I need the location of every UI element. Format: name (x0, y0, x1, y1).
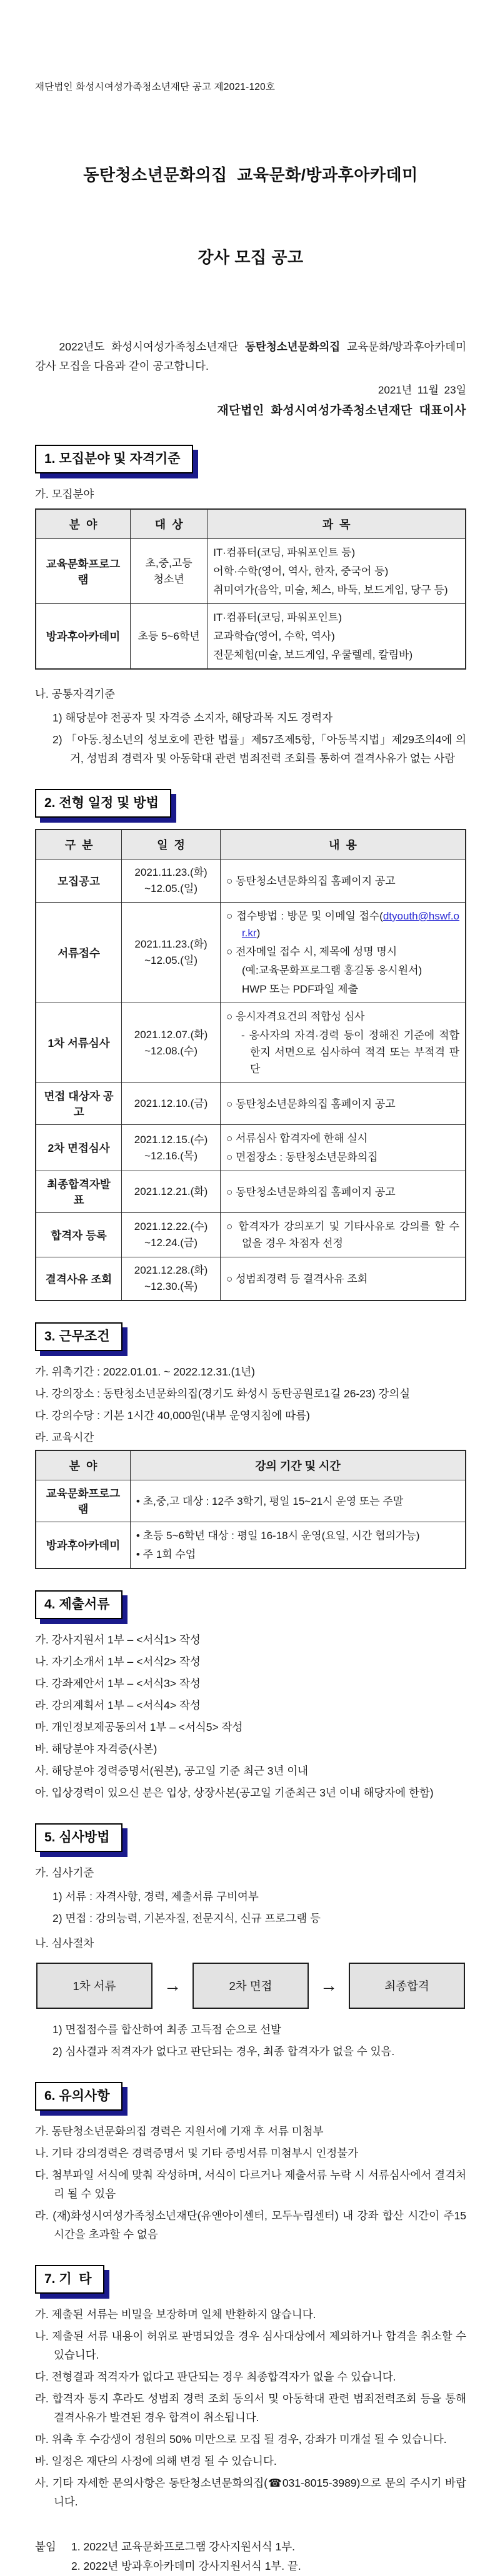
schedule-content: ○ 동탄청소년문화의집 홈페이지 공고 (220, 859, 466, 903)
issuer-name: 재단법인 화성시여성가족청소년재단 대표이사 (217, 404, 466, 417)
hours-cell: • 초등 5~6학년 대상 : 평일 16-18시 운영(요일, 시간 협의가능) • 주 1회 수업 (130, 1522, 466, 1569)
page-title-line2: 강사 모집 공고 (198, 248, 304, 267)
section-2 (35, 789, 466, 818)
section-1-sub-b: 나. 공통자격기준 (35, 688, 116, 700)
table-header-row (36, 1450, 466, 1480)
section-5 (35, 1823, 466, 1852)
subject-line: IT·컴퓨터(코딩, 파워포인트 등) (213, 547, 356, 558)
intro-text-bold: 동탄청소년문화의집 (245, 340, 341, 353)
table-header-row (36, 509, 466, 539)
column-header-field: 분 야 (36, 1450, 130, 1480)
notice-number: 재단법인 화성시여성가족청소년재단 공고 제2021-120호 (35, 82, 276, 92)
schedule-label: 면접 대상자 공고 (36, 1083, 122, 1125)
review-criteria-label: 가. 심사기준 (35, 1866, 94, 1879)
table-row (36, 903, 466, 1003)
schedule-date: 2021.12.10.(금) (122, 1083, 221, 1125)
column-header-hours: 강의 기간 및 시간 (130, 1450, 466, 1480)
subject-line: IT·컴퓨터(코딩, 파워포인트) (213, 612, 342, 623)
work-condition-item: 다. 강의수당 : 기본 1시간 40,000원(내부 운영지침에 따름) (35, 1409, 310, 1422)
lecture-hours-table (35, 1450, 466, 1569)
review-criteria-item: 1) 서류 : 자격사항, 경력, 제출서류 구비여부 (52, 1890, 259, 1903)
flow-step-final: 최종합격 (349, 1963, 465, 2009)
subject-line: 교과학습(영어, 수학, 역사) (213, 630, 335, 642)
field-name: 방과후아카데미 (36, 1522, 130, 1569)
section-7-heading: 7. 기 타 (35, 2265, 104, 2294)
table-row (36, 1125, 466, 1171)
schedule-table (35, 829, 466, 1301)
target-cell (130, 604, 207, 670)
table-row (36, 859, 466, 903)
table-row (36, 604, 466, 670)
column-header-content: 내 용 (220, 830, 466, 859)
submission-doc-item: 아. 입상경력이 있으신 분은 입상, 상장사본(공고일 기준최근 3년 이내 해당자에 한함) (35, 1786, 434, 1799)
caution-item: 가. 동탄청소년문화의집 경력은 지원서에 기재 후 서류 미첨부 (35, 2125, 324, 2138)
subjects-cell (208, 539, 466, 604)
section-3 (35, 1322, 466, 1351)
column-header-field: 분 야 (36, 509, 130, 539)
table-row (36, 1213, 466, 1257)
field-name: 교육문화프로그램 (36, 1480, 130, 1522)
column-header-date: 일 정 (122, 830, 221, 859)
target-cell (130, 539, 207, 604)
attachments (35, 2537, 466, 2576)
page-title (35, 106, 466, 326)
subjects-cell (208, 604, 466, 670)
recruit-fields-table (35, 508, 466, 670)
schedule-content: ○ 합격자가 강의포기 및 기타사유로 강의를 할 수 없을 경우 차점자 선정 (220, 1213, 466, 1257)
table-row (36, 1083, 466, 1125)
field-name: 방과후아카데미 (36, 604, 130, 670)
submission-doc-item: 라. 강의계획서 1부 – <서식4> 작성 (35, 1699, 201, 1712)
section-7 (35, 2265, 466, 2294)
flow-step-documents: 1차 서류 (36, 1963, 152, 2009)
review-note-item: 1) 면접점수를 합산하여 최종 고득점 순으로 선발 (52, 2023, 281, 2036)
table-row (36, 1257, 466, 1301)
etc-item: 다. 전형결과 적격자가 없다고 판단되는 경우 최종합격자가 없을 수 있습니다. (35, 2370, 396, 2383)
schedule-content: ○ 성범죄경력 등 결격사유 조회 (220, 1257, 466, 1301)
target-line: 초등 5~6학년 (138, 630, 200, 642)
section-3-heading: 3. 근무조건 (35, 1322, 122, 1351)
section-1-sub-a: 가. 모집분야 (35, 488, 94, 500)
schedule-content: ○ 동탄청소년문화의집 홈페이지 공고 (220, 1171, 466, 1213)
announcement-date: 2021년 11월 23일 (378, 384, 466, 396)
etc-item: 라. 합격자 통지 후라도 성범죄 경력 조회 동의서 및 아동학대 관련 범죄전력조회 등을 통해 결격사유가 발견된 경우 합격이 취소됩니다. (35, 2392, 466, 2424)
submission-doc-item: 사. 해당분야 경력증명서(원본), 공고일 기준 최근 3년 이내 (35, 1765, 309, 1777)
hours-cell: • 초,중,고 대상 : 12주 3학기, 평일 15~21시 운영 또는 주말 (130, 1480, 466, 1522)
table-row (36, 1171, 466, 1213)
schedule-date: 2021.11.23.(화) ~12.05.(일) (122, 903, 221, 1003)
flow-step-interview: 2차 면접 (192, 1963, 309, 2009)
email-link[interactable]: dtyouth@hswf.or.kr (241, 910, 459, 939)
submission-doc-item: 마. 개인정보제공동의서 1부 – <서식5> 작성 (35, 1721, 243, 1733)
field-name: 교육문화프로그램 (36, 539, 130, 604)
subject-line: 전문체험(미술, 보드게임, 우쿨렐레, 칼림바) (213, 649, 413, 661)
schedule-content: ○ 동탄청소년문화의집 홈페이지 공고 (220, 1083, 466, 1125)
section-4-heading: 4. 제출서류 (35, 1590, 122, 1619)
common-qualification-item: 2) 「아동.청소년의 성보호에 관한 법률」제57조제5항,「아동복지법」제29조의4에 의거, 성범죄 경력자 및 아동학대 관련 범죄전력 조회를 통하여 결격사유가 없는 사람 (52, 733, 466, 765)
intro-text-post: 교육문화/방과후아카데미 강사 모집을 다음과 같이 공고합니다. (35, 340, 466, 372)
caution-item: 라. (재)화성시여성가족청소년재단(유앤아이센터, 모두누림센터) 내 강좌 합산 시간이 주15시간을 초과할 수 없음 (35, 2209, 466, 2241)
subject-line: 취미여가(음악, 미술, 체스, 바둑, 보드게임, 당구 등) (213, 584, 448, 596)
section-6 (35, 2082, 466, 2111)
schedule-date: 2021.12.07.(화) ~12.08.(수) (122, 1003, 221, 1083)
schedule-date: 2021.11.23.(화) ~12.05.(일) (122, 859, 221, 903)
schedule-label: 서류접수 (36, 903, 122, 1003)
attachment-line: 1. 2022년 교육문화프로그램 강사지원서식 1부. (71, 2540, 296, 2553)
work-condition-item: 라. 교육시간 (35, 1431, 94, 1444)
attachment-line: 2. 2022년 방과후아카데미 강사지원서식 1부. 끝. (71, 2560, 301, 2572)
schedule-date: 2021.12.28.(화) ~12.30.(목) (122, 1257, 221, 1301)
arrow-right-icon: → (164, 1976, 181, 1995)
section-4 (35, 1590, 466, 1619)
submission-doc-item: 다. 강좌제안서 1부 – <서식3> 작성 (35, 1677, 201, 1690)
subject-line: 어학·수학(영어, 역사, 한자, 중국어 등) (213, 565, 389, 577)
review-process-flow (36, 1963, 465, 2009)
section-5-heading: 5. 심사방법 (35, 1823, 122, 1852)
caution-item: 나. 기타 강의경력은 경력증명서 및 기타 증빙서류 미첨부시 인정불가 (35, 2147, 359, 2159)
schedule-label: 결격사유 조회 (36, 1257, 122, 1301)
arrow-right-icon: → (320, 1976, 338, 1995)
review-criteria-item: 2) 면접 : 강의능력, 기본자질, 전문지식, 신규 프로그램 등 (52, 1912, 321, 1925)
intro-paragraph (35, 337, 466, 376)
caution-item: 다. 첨부파일 서식에 맞춰 작성하며, 서식이 다르거나 제출서류 누락 시 서류심사에서 결격처리 될 수 있음 (35, 2169, 466, 2200)
schedule-content: ○ 서류심사 합격자에 한해 실시 ○ 면접장소 : 동탄청소년문화의집 (220, 1125, 466, 1171)
content-line-with-link: ○ 접수방법 : 방문 및 이메일 접수(dtyouth@hswf.or.kr) (226, 910, 459, 939)
section-1-heading: 1. 모집분야 및 자격기준 (35, 445, 193, 473)
page-title-line1: 동탄청소년문화의집 교육문화/방과후아카데미 (83, 166, 418, 184)
etc-item: 사. 기타 자세한 문의사항은 동탄청소년문화의집(☎031-8015-3989)으로 문의 주시기 바랍니다. (35, 2477, 466, 2508)
attachments-label: 붙임 (35, 2540, 56, 2553)
schedule-label: 합격자 등록 (36, 1213, 122, 1257)
table-row (36, 539, 466, 604)
schedule-date: 2021.12.22.(수) ~12.24.(금) (122, 1213, 221, 1257)
column-header-target: 대 상 (130, 509, 207, 539)
schedule-content: ○ 응시자격요건의 적합성 심사 - 응사자의 자격·경력 등이 정해진 기준에 적합한지 서면으로 심사하여 적격 또는 부적격 판단 (220, 1003, 466, 1083)
section-2-heading: 2. 전형 일정 및 방법 (35, 789, 171, 818)
etc-item: 가. 제출된 서류는 비밀을 보장하며 일체 반환하지 않습니다. (35, 2308, 316, 2321)
column-header-category: 구 분 (36, 830, 122, 859)
schedule-label: 모집공고 (36, 859, 122, 903)
target-line: 초,중,고등 (145, 557, 192, 569)
table-row (36, 1522, 466, 1569)
work-condition-item: 가. 위촉기간 : 2022.01.01. ~ 2022.12.31.(1년) (35, 1365, 255, 1378)
etc-item: 바. 일정은 재단의 사정에 의해 변경 될 수 있습니다. (35, 2455, 277, 2467)
section-1 (35, 445, 466, 473)
intro-text-pre: 2022년도 화성시여성가족청소년재단 (59, 340, 246, 353)
section-6-heading: 6. 유의사항 (35, 2082, 122, 2111)
table-row (36, 1480, 466, 1522)
work-condition-item: 나. 강의장소 : 동탄청소년문화의집(경기도 화성시 동탄공원로1길 26-23) 강의실 (35, 1387, 411, 1400)
target-line: 청소년 (153, 573, 184, 585)
table-header-row (36, 830, 466, 859)
schedule-label: 1차 서류심사 (36, 1003, 122, 1083)
submission-doc-item: 바. 해당분야 자격증(사본) (35, 1743, 158, 1755)
review-procedure-label: 나. 심사절차 (35, 1937, 94, 1949)
review-note-item: 2) 심사결과 적격자가 없다고 판단되는 경우, 최종 합격자가 없을 수 있음. (52, 2045, 395, 2058)
table-row (36, 1003, 466, 1083)
schedule-date: 2021.12.21.(화) (122, 1171, 221, 1213)
schedule-content: ○ 접수방법 : 방문 및 이메일 접수(dtyouth@hswf.or.kr) ○ 전자메일 접수 시, 제목에 성명 명시 (예:교육문화프로그램 홍길동 응시원서) HWP 또는 PDF파일 제출 (220, 903, 466, 1003)
common-qualification-item: 1) 해당분야 전공자 및 자격증 소지자, 해당과목 지도 경력자 (52, 711, 333, 724)
submission-doc-item: 나. 자기소개서 1부 – <서식2> 작성 (35, 1655, 201, 1668)
schedule-label: 2차 면접심사 (36, 1125, 122, 1171)
column-header-subject: 과 목 (208, 509, 466, 539)
schedule-date: 2021.12.15.(수) ~12.16.(목) (122, 1125, 221, 1171)
schedule-label: 최종합격자발표 (36, 1171, 122, 1213)
etc-item: 마. 위촉 후 수강생이 정원의 50% 미만으로 모집 될 경우, 강좌가 미개설 될 수 있습니다. (35, 2433, 447, 2445)
submission-doc-item: 가. 강사지원서 1부 – <서식1> 작성 (35, 1633, 201, 1646)
etc-item: 나. 제출된 서류 내용이 허위로 판명되었을 경우 심사대상에서 제외하거나 합격을 취소할 수 있습니다. (35, 2330, 466, 2361)
